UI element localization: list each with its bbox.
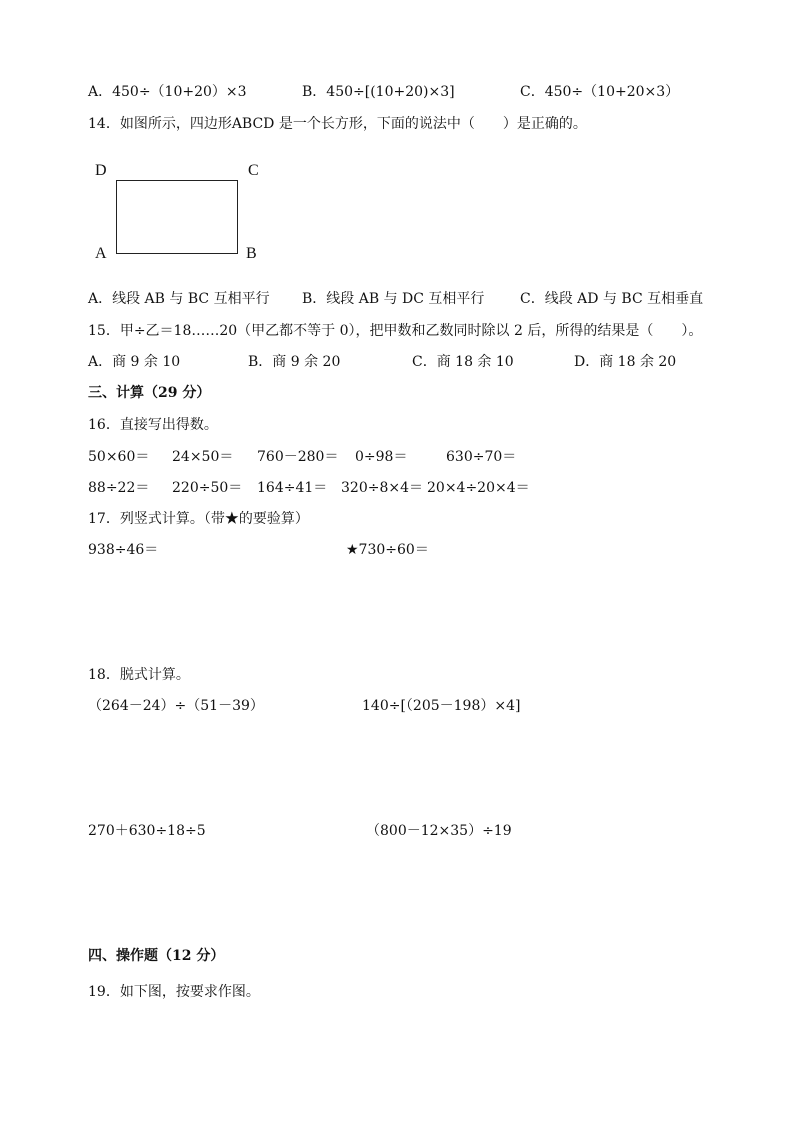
q13-option-c: C．450÷（10+20×3）	[520, 84, 680, 100]
q15-option-d: D．商 18 余 20	[574, 354, 677, 370]
vertex-label-d: D	[95, 162, 107, 179]
q15-option-a: A．商 9 余 10	[88, 354, 181, 370]
q15-option-b: B．商 9 余 20	[248, 354, 341, 370]
rectangle-shape	[116, 180, 238, 254]
q16-item: 630÷70＝	[446, 449, 517, 465]
q16-item: 88÷22＝	[88, 480, 150, 496]
vertex-label-b: B	[246, 245, 257, 262]
section-4-heading: 四、操作题（12 分）	[88, 948, 225, 964]
q14-question: 14．如图所示，四边形ABCD 是一个长方形，下面的说法中（ ）是正确的。	[88, 116, 587, 132]
q16-question: 16．直接写出得数。	[88, 417, 218, 433]
q18-item-2: 140÷[（205－198）×4]	[362, 698, 521, 714]
q15-question: 15．甲÷乙＝18……20（甲乙都不等于 0），把甲数和乙数同时除以 2 后，所得的结果是（ ）。	[88, 323, 703, 339]
q18-item-1: （264－24）÷（51－39）	[88, 698, 264, 714]
q16-item: 760－280＝	[257, 449, 339, 465]
vertex-label-c: C	[248, 162, 259, 179]
q16-item: 24×50＝	[172, 449, 234, 465]
q14-option-c: C．线段 AD 与 BC 互相垂直	[520, 291, 704, 307]
q13-option-a: A．450÷（10+20）×3	[88, 84, 247, 100]
q14-option-a: A．线段 AB 与 BC 互相平行	[88, 291, 270, 307]
q16-item: 320÷8×4＝	[341, 480, 423, 496]
q15-option-c: C．商 18 余 10	[412, 354, 514, 370]
q13-option-b: B．450÷[(10+20)×3]	[302, 84, 455, 100]
q17-item-1: 938÷46＝	[88, 542, 159, 558]
q17-question: 17．列竖式计算。（带★的要验算）	[88, 511, 309, 527]
q14-option-b: B．线段 AB 与 DC 互相平行	[302, 291, 485, 307]
q16-item: 220÷50＝	[172, 480, 243, 496]
q16-item: 20×4÷20×4＝	[427, 480, 530, 496]
q19-question: 19．如下图，按要求作图。	[88, 984, 260, 1000]
q18-item-4: （800－12×35）÷19	[366, 823, 512, 839]
q18-item-3: 270＋630÷18÷5	[88, 823, 206, 839]
q16-item: 50×60＝	[88, 449, 150, 465]
q17-item-2: ★730÷60＝	[346, 542, 429, 558]
vertex-label-a: A	[95, 245, 107, 262]
q16-item: 0÷98＝	[355, 449, 408, 465]
q18-question: 18．脱式计算。	[88, 667, 190, 683]
q16-item: 164÷41＝	[257, 480, 328, 496]
section-3-heading: 三、计算（29 分）	[88, 385, 211, 401]
